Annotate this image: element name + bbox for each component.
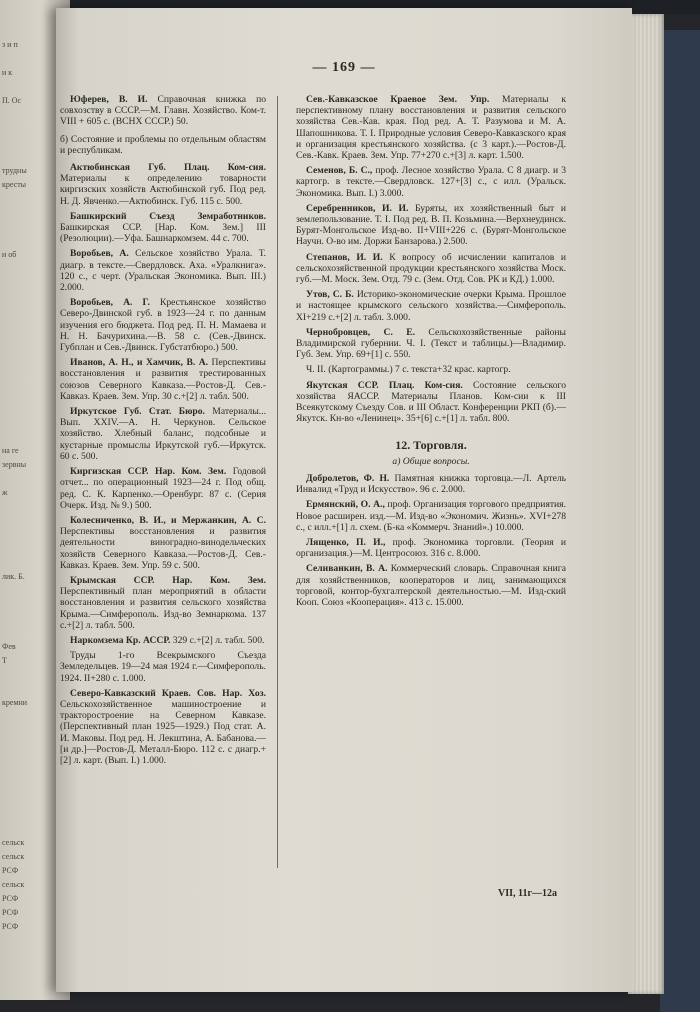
left-page-fragment: трудны	[2, 166, 27, 175]
left-page-fragment: лик. Б.	[2, 572, 25, 581]
bibliography-entry	[296, 364, 566, 375]
entry-author: Башкирский Съезд Земработников.	[70, 210, 266, 222]
bibliography-entry	[296, 327, 566, 361]
entry-text: Сельскохозяйственные районы Владимирской губернии. Ч. I. (Текст и таблицы.)—Владимир. Губ. Зем. Упр. 69+[1] с. 550.	[296, 326, 566, 361]
bibliography-entry	[60, 515, 266, 571]
bibliography-entry	[60, 466, 266, 511]
left-page-fragment: Т	[2, 656, 7, 665]
entry-author: Утов, С. Б.	[306, 289, 357, 301]
book-spine	[660, 30, 700, 1012]
entry-author: Сев.-Кавказское Краевое Зем. Упр.	[306, 94, 503, 105]
left-page-fragment: РСФ	[2, 866, 19, 875]
subsection-heading: б) Состояние и проблемы по отдельным областям и республикам.	[60, 133, 266, 156]
right-column	[296, 94, 566, 612]
bibliography-entry	[60, 406, 266, 462]
entry-author: Лященко, П. И.,	[306, 536, 393, 548]
entry-text: Материалы к перспективному плану восстановления и развития сельского хозяйства Сев.-Кав. края. Под ред. А. Т. Разумова и М. А. Шапошникова. Т. I. Природные условия Северо-Кавказского края и организация крестьянского хозяйства. (с 3 карт.).—Ростов-Д. Сев.-Кавк. Краев. Зем. Упр. 77+270 с.+[3] л. карт. 1.500.	[296, 94, 566, 162]
entry-author: Северо-Кавказский Краев. Сов. Нар. Хоз.	[70, 687, 266, 699]
left-page-fragment: РСФ	[2, 908, 19, 917]
entry-text: Состояние сельского хозяйства ЯАССР. Материалы Планов. Ком-сии к III Всеякутскому Съезду Сов. и III Област. Конференции РКП (б).—Якутск. Кн-во «Ленинец». 35+[6] с.+[1] л. табл. 800.	[296, 379, 566, 425]
entry-text: Труды 1-го Всекрымского Съезда Земледельцев. 19—24 мая 1924 г.—Симферополь. 1924. II+280 с. 1.000.	[60, 650, 266, 684]
bibliography-entry	[60, 94, 266, 128]
entry-author: Иванов, А. Н., и Хамчик, В. А.	[70, 357, 212, 369]
entry-text: Памятная книжка торговца.—Л. Артель Инвалид «Труд и Искусство». 96 с. 2.000.	[296, 472, 566, 496]
entry-author: Якутская ССР. Плац. Ком-сия.	[306, 379, 473, 391]
bibliography-entry	[296, 537, 566, 559]
entry-author: Юферев, В. И.	[70, 94, 158, 105]
entry-author: Чернобровцев, С. Е.	[306, 326, 429, 338]
entry-author: Селиванкин, В. А.	[306, 563, 391, 575]
bibliography-entry	[296, 94, 566, 161]
entry-author: Крымская ССР. Нар. Ком. Зем.	[70, 574, 266, 586]
left-page-fragment: кресты	[2, 180, 27, 189]
right-column-entries	[296, 94, 566, 424]
entry-author: Киргизская ССР. Нар. Ком. Зем.	[70, 466, 233, 478]
entry-text: проф. Лесное хозяйство Урала. С 8 диагр. и 3 картогр. в тексте.—Свердловск. 127+[3] с., с илл. (Уральск. Экономика. Вып. I.) 3.000.	[296, 165, 566, 199]
bibliography-entry	[296, 380, 566, 425]
entry-text: Коммерческий словарь. Справочная книга для хозяйственников, кооператоров и лиц, занимающихся торговой, контор-бухгалтерской деятельностью.—М. Изд-ский Кооп. Союз «Кооперация». 413 с. 15.000.	[296, 563, 566, 608]
entry-text: проф. Экономика торговли. (Теория и организация.)—М. Центросоюз. 316 с. 8.000.	[296, 536, 566, 560]
entry-text: Материалы к определению товарности киргизских хозяйств Актюбинской губ. Под ред. Н. Д. Явченко.—Актюбинск. Губ. 115 с. 500.	[60, 173, 266, 207]
bibliography-entry	[296, 252, 566, 286]
left-page-fragment: сельск	[2, 852, 25, 861]
left-page-fragment: з и п	[2, 40, 18, 49]
entry-text: Ч. II. (Картограммы.) 7 с. текста+32 крас. картогр.	[306, 364, 511, 376]
entry-author: Актюбинская Губ. Плац. Ком-сия.	[70, 162, 266, 174]
left-page-fragment: на ге	[2, 446, 19, 455]
left-page-fragment: зервны	[2, 460, 27, 469]
bibliography-entry	[296, 563, 566, 608]
left-page-fragment: Фев	[2, 642, 16, 651]
bibliography-entry	[60, 575, 266, 631]
left-page-fragment: сельск	[2, 838, 25, 847]
entry-text: Материалы... Вып. XXIV.—А. Н. Черкунов. Сельское хозяйство. Хлебный баланс, подсобные и кустарные промыслы Иркутской губ.—Иркутск. 60 с. 500.	[60, 406, 266, 462]
left-column	[56, 94, 266, 770]
left-page-fragment: и об	[2, 250, 17, 259]
left-page-fragment: РСФ	[2, 894, 19, 903]
entry-text: К вопросу об исчислении капиталов и сельскохозяйственной продукции крестьянского хозяйства Моск. губ.—М. Моск. Зем. Отд. 79 с. (Зем. Отд. Сов. РК и КД.) 1.000.	[296, 251, 566, 286]
bibliography-entry	[60, 248, 266, 293]
entry-author: Воробьев, А.	[70, 248, 136, 260]
entry-author: Ермянский, О. А.,	[306, 499, 388, 511]
page-edges	[628, 14, 664, 994]
entry-text: 329 с.+[2] л. табл. 500.	[172, 634, 265, 646]
entry-text: Перспективы восстановления и развития трестированных союзов Северного Кавказа.—Ростов-Д. Сев.-Кавказ. Краев. Зем. Упр. 30 с.+[2] л. табл. 500.	[60, 357, 266, 402]
page	[56, 8, 632, 992]
entry-text: Перспективный план мероприятий в области восстановления и развития сельского хозяйства Крыма.—Симферополь. Изд-во Земнаркома. 137 с.+[2] л. табл. 500.	[60, 586, 266, 631]
entry-text: Историко-экономические очерки Крыма. Прошлое и настоящее крымского сельского хозяйства.—Симферополь. XI+219 с.+[2] л. табл. 3.000.	[296, 289, 566, 323]
page-number: — 169 —	[312, 60, 376, 75]
section-title: 12. Торговля.	[395, 438, 467, 453]
bibliography-entry	[60, 297, 266, 353]
bibliography-entry	[60, 211, 266, 245]
entry-author: Воробьев, А. Г.	[70, 297, 160, 309]
entry-text: проф. Организация торгового предприятия. Новое расширен. изд.—М. Изд-во «Экономич. Жизнь». XVI+278 с., с илл.+[1] л. схем. (Б-ка «Коммерч. Знаний».) 10.000.	[296, 499, 566, 533]
signature-mark: VII, 11г—12а	[498, 888, 557, 899]
entry-text: Сельское хозяйство Урала. Т. диагр. в тексте.—Свердловск. Аха. «Уралкнига». 120 с., с черт. (Уральская Экономика. Вып. III.) 2.000.	[60, 248, 266, 294]
entry-author: Добролетов, Ф. Н.	[306, 472, 395, 484]
right-column-entries-2	[296, 473, 566, 608]
left-page-fragment: ж	[2, 488, 8, 497]
left-page-fragment: сельск	[2, 880, 25, 889]
entry-author: Серебренников, И. И.	[306, 202, 416, 214]
entry-author: Колесниченко, В. И., и Мержанкин, А. С.	[70, 514, 266, 526]
entry-text: Перспективы восстановления и развития деятельности виноградно-винодельческих хозяйств Северного Кавказа.—Ростов-Д. Сев.-Кавказ. Краев. Зем. Упр. 59 с. 500.	[60, 526, 266, 571]
entry-author: Иркутское Губ. Стат. Бюро.	[70, 406, 213, 418]
section-subtitle: а) Общие вопросы.	[392, 455, 470, 467]
bibliography-entry	[60, 688, 266, 766]
bibliography-entry	[296, 203, 566, 248]
bibliography-entry	[60, 650, 266, 684]
entry-author: Наркомзема Кр. АССР.	[70, 634, 173, 646]
entry-text: Справочная книжка по совхозству в СССР.—М. Главн. Хозяйство. Ком-т. VIII + 605 с. (ВСНХ СССР.) 50.	[60, 94, 266, 128]
left-page-fragment: кремни	[2, 698, 28, 707]
entry-text: Крестьянское хозяйство Северо-Двинской губ. в 1923—24 г. по данным изучения его бюджета. Под ред. П. Н. Мамаева и Н. Н. Бачурихина.—В. 58 с. (Сев.-Двинск. Губплан и Сев.-Двинск. Губстатбюро.) 500.	[60, 297, 266, 354]
left-page-fragment: и к	[2, 68, 13, 77]
bibliography-entry	[60, 357, 266, 402]
bibliography-entry	[60, 635, 266, 646]
bibliography-entry	[296, 289, 566, 323]
bibliography-entry	[296, 499, 566, 533]
entry-text: Сельскохозяйственное машиностроение и тракторостроение на Северном Кавказе. (Перспективный план 1925—1929.) Под стат. А. И. Маковы. Под ред. Н. Лекштина, А. Бабанова.—[и др.]—Ростов-Д. Металл-Бюро. 112 с. с диагр.+[2] л. карт. (Вып. I.) 1.000.	[60, 698, 266, 766]
entry-author: Степанов, И. И.	[306, 251, 390, 263]
entry-text: Буряты, их хозяйственный быт и землепользование. Т. I. Под ред. В. П. Козьмина.—Верхнеудинск. Бурят-Монгольское Изд-во. II+VIII+226 с. (Бурят-Монгольское Научн. О-во им. Доржи Банзарова.) 2.500.	[296, 202, 567, 248]
entry-text: Годовой отчет... по операционный 1923—24 г. Под общ. ред. С. К. Карпенко.—Оренбург. 87 с. (Серия Очерк. Изд. № 9.) 500.	[60, 466, 266, 511]
column-divider	[277, 96, 278, 868]
left-page-fragment: РСФ	[2, 922, 19, 931]
bibliography-entry	[296, 165, 566, 199]
bibliography-entry	[60, 162, 266, 207]
left-page-fragment: П. Ос	[2, 96, 22, 105]
entry-author: Семенов, Б. С.,	[306, 165, 376, 177]
entry-text: Башкирская ССР. [Нар. Ком. Зем.] III (Резолюции).—Уфа. Башнаркомзем. 44 с. 700.	[60, 222, 266, 245]
bibliography-entry	[296, 473, 566, 495]
